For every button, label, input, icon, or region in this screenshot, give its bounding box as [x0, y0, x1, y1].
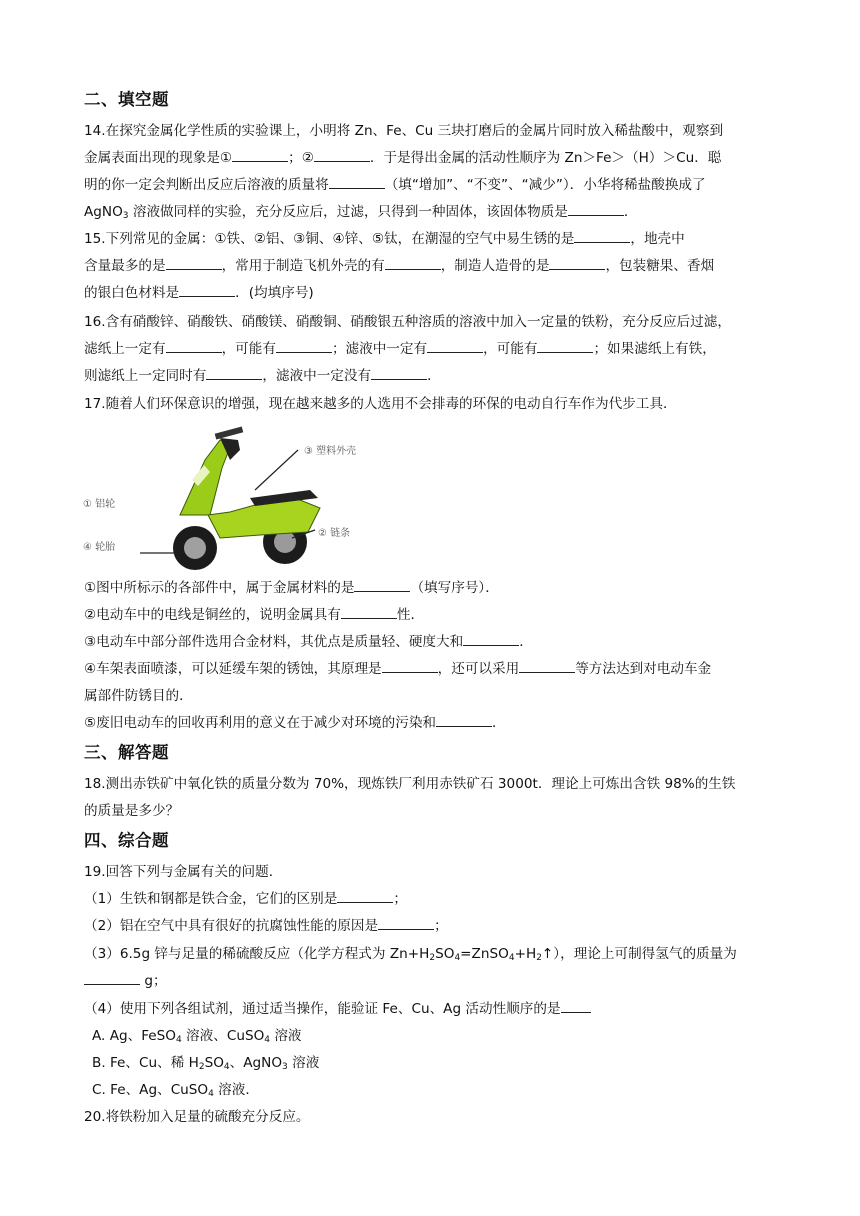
text: ，还可以采用: [437, 661, 520, 677]
text: ↑），理论上可制得氢气的质量为: [541, 946, 737, 962]
question-17-item: [84, 602, 424, 628]
question-19-part: [84, 996, 591, 1022]
text: A. Ag、FeSO: [92, 1028, 176, 1044]
question-17-item: 属部件防锈目的．: [84, 688, 193, 704]
text: ①图中所标示的各部件中，属于金属材料的是: [84, 580, 355, 596]
text: ；: [393, 891, 407, 907]
answer-blank[interactable]: [166, 255, 222, 270]
subscript: 4: [264, 1035, 271, 1045]
text: （1）生铁和钢都是铁合金，它们的区别是: [84, 891, 338, 907]
text: （填“增加”、“不变”、“减少”）．小华将稀盐酸换成了: [384, 177, 706, 193]
answer-blank[interactable]: [574, 228, 630, 243]
question-17-item: [84, 656, 711, 682]
text: ，包装糖果、香烟: [605, 258, 715, 274]
subscript: 2: [198, 1062, 205, 1072]
text: ．: [492, 715, 506, 731]
answer-blank[interactable]: [568, 201, 624, 216]
answer-blank[interactable]: [206, 365, 262, 380]
label-plastic-shell: ③ 塑料外壳: [304, 446, 357, 457]
text: 溶液: [287, 1055, 320, 1071]
question-14-line: [84, 145, 721, 171]
text: 溶液．: [213, 1082, 259, 1098]
question-18-line: 18.测出赤铁矿中氧化铁的质量分数为 70%，现炼铁厂利用赤铁矿石 3000t．理论上可炼出含铁 98%的生铁: [84, 776, 736, 792]
text: 含量最多的是: [84, 258, 166, 274]
text: ；如果滤纸上有铁，: [593, 341, 716, 357]
text: AgNO: [84, 204, 123, 220]
answer-blank[interactable]: [276, 338, 332, 353]
question-18-line: 的质量是多少？: [84, 803, 180, 819]
question-19-part: [84, 968, 167, 994]
text: +H: [514, 946, 537, 962]
text: （4）使用下列各组试剂，通过适当操作，能验证 Fe、Cu、Ag 活动性顺序的是: [84, 1001, 561, 1017]
text: ．: [519, 634, 533, 650]
text: 则滤纸上一定同时有: [84, 368, 207, 384]
question-19-part: [84, 886, 407, 912]
subscript: 4: [454, 953, 461, 963]
section-title: 四、综合题: [84, 831, 169, 850]
subscript: 4: [208, 1089, 214, 1099]
label-tire: ④ 轮胎: [83, 542, 116, 553]
question-20-line: 20.将铁粉加入足量的硫酸充分反应。: [84, 1109, 310, 1125]
question-17-item: [84, 629, 533, 655]
question-19-line: 19.回答下列与金属有关的问题．: [84, 864, 283, 880]
question-19-part: [84, 913, 448, 939]
question-15-line: [84, 280, 314, 306]
question-17-line: 17.随着人们环保意识的增强，现在越来越多的人选用不会排毒的环保的电动自行车作为代步工具．: [84, 396, 677, 412]
question-15-line: [84, 253, 714, 279]
text: =ZnSO: [460, 946, 509, 962]
question-19-part: [84, 941, 737, 971]
answer-blank[interactable]: [436, 712, 492, 727]
text: ，地壳中: [630, 231, 685, 247]
text: 性．: [396, 607, 425, 623]
label-chain: ② 链条: [318, 528, 351, 539]
text: （填写序号）．: [410, 580, 499, 596]
answer-blank[interactable]: [561, 998, 591, 1013]
label-aluminum-wheel: ① 铝轮: [83, 499, 116, 510]
text: ③电动车中部分部件选用合金材料，其优点是质量轻、硬度大和: [84, 634, 464, 650]
option-b: [92, 1050, 319, 1080]
text: 溶液、CuSO: [181, 1028, 265, 1044]
answer-blank[interactable]: [232, 147, 288, 162]
text: ，制造人造骨的是: [440, 258, 550, 274]
text: ⑤废旧电动车的回收再利用的意义在于减少对环境的污染和: [84, 715, 437, 731]
text: ②电动车中的电线是铜丝的，说明金属具有: [84, 607, 341, 623]
answer-blank[interactable]: [378, 915, 434, 930]
question-14-line: [84, 199, 637, 229]
subscript: 3: [122, 211, 129, 221]
text: ④车架表面喷漆，可以延缓车架的锈蚀，其原理是: [84, 661, 382, 677]
text: ，常用于制造飞机外壳的有: [221, 258, 385, 274]
option-a: [92, 1023, 302, 1053]
subscript: 2: [536, 953, 542, 963]
text: （2）铝在空气中具有很好的抗腐蚀性能的原因是: [84, 918, 379, 934]
answer-blank[interactable]: [314, 147, 370, 162]
text: ，可能有: [483, 341, 538, 357]
answer-blank[interactable]: [84, 970, 140, 985]
text: 15.下列常见的金属：①铁、②铝、③铜、④锌、⑤钛，在潮湿的空气中易生锈的是: [84, 231, 575, 247]
text: ；: [434, 918, 448, 934]
text: C. Fe、Ag、CuSO: [92, 1082, 209, 1098]
answer-blank[interactable]: [354, 577, 410, 592]
text: 溶液做同样的实验，充分反应后，过滤，只得到一种固体，该固体物质是: [128, 204, 568, 220]
text: ，可能有: [221, 341, 276, 357]
question-17-item: [84, 710, 506, 736]
answer-blank[interactable]: [549, 255, 605, 270]
text: 等方法达到对电动车金: [575, 661, 712, 677]
subscript: 2: [429, 953, 436, 963]
text: 的银白色材料是: [84, 285, 180, 301]
answer-blank[interactable]: [337, 888, 393, 903]
text: ；滤液中一定有: [331, 341, 428, 357]
question-17-item: [84, 575, 499, 601]
answer-blank[interactable]: [341, 604, 397, 619]
answer-blank[interactable]: [166, 338, 222, 353]
answer-blank[interactable]: [519, 658, 575, 673]
text: 、AgNO: [229, 1055, 283, 1071]
question-16-line: 16.含有硝酸锌、硝酸铁、硝酸镁、硝酸铜、硝酸银五种溶质的溶液中加入一定量的铁粉，充分反应后过滤，: [84, 314, 731, 330]
text: 滤纸上一定有: [84, 341, 166, 357]
answer-blank[interactable]: [385, 255, 441, 270]
question-16-line: [84, 363, 441, 389]
answer-blank[interactable]: [329, 174, 385, 189]
text: SO: [435, 946, 455, 962]
answer-blank[interactable]: [371, 365, 427, 380]
question-14-line: 14.在探究金属化学性质的实验课上，小明将 Zn、Fe、Cu 三块打磨后的金属片同时放入稀盐酸中，观察到: [84, 123, 724, 139]
text: 溶液: [270, 1028, 302, 1044]
text: B. Fe、Cu、稀 H: [92, 1055, 199, 1071]
section-title: 二、填空题: [84, 90, 169, 109]
subscript: 4: [508, 953, 515, 963]
text: ．: [623, 204, 638, 220]
option-c: [92, 1077, 259, 1107]
subscript: 3: [282, 1062, 288, 1072]
text: ．: [427, 368, 441, 384]
answer-blank[interactable]: [382, 658, 438, 673]
text: 金属表面出现的现象是①: [84, 150, 233, 166]
text: ，滤液中一定没有: [262, 368, 372, 384]
question-14-line: [84, 172, 706, 198]
electric-scooter-figure: [80, 420, 380, 575]
answer-blank[interactable]: [463, 631, 519, 646]
subscript: 4: [176, 1035, 182, 1045]
section-title: 三、解答题: [84, 743, 169, 762]
scooter-illustration: [173, 426, 320, 570]
answer-blank[interactable]: [427, 338, 483, 353]
text: g；: [140, 973, 167, 989]
text: ．于是得出金属的活动性顺序为 Zn＞Fe＞（H）＞Cu．聪: [369, 150, 722, 166]
text: 明的你一定会判断出反应后溶液的质量将: [84, 177, 329, 193]
question-16-line: [84, 336, 716, 362]
text: SO: [204, 1055, 224, 1071]
text: ；②: [288, 150, 314, 166]
answer-blank[interactable]: [179, 282, 235, 297]
text: （3）6.5g 锌与足量的稀硫酸反应（化学方程式为 Zn+H: [84, 946, 430, 962]
question-15-line: [84, 226, 685, 252]
answer-blank[interactable]: [537, 338, 593, 353]
subscript: 4: [223, 1062, 230, 1072]
text: ．(均填序号): [235, 285, 314, 301]
